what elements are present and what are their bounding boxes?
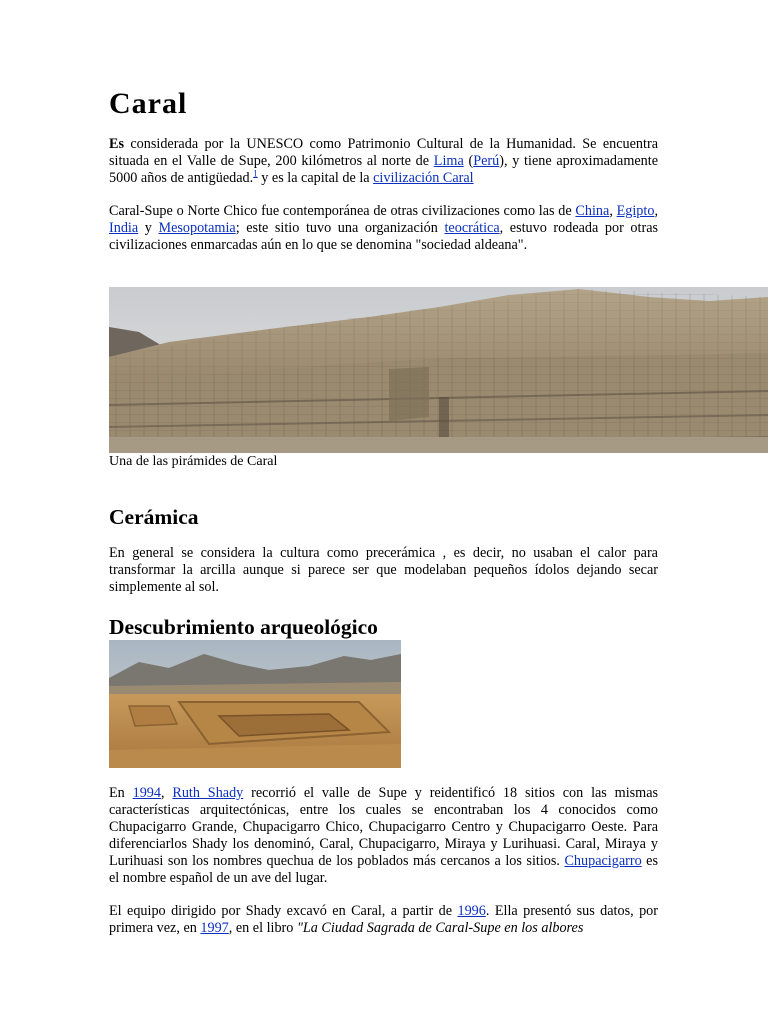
link-teocratica[interactable]: teocrática: [444, 220, 500, 236]
text: En: [109, 785, 133, 801]
link-civilizacion-caral[interactable]: civilización Caral: [373, 170, 474, 186]
link-chupacigarro[interactable]: Chupacigarro: [564, 853, 642, 869]
pyramid-caption: Una de las pirámides de Caral: [109, 454, 278, 469]
excavation-photo: [109, 640, 401, 768]
book-title: "La Ciudad Sagrada de Caral-Supe en los albores: [296, 920, 584, 936]
link-1997[interactable]: 1997: [200, 920, 229, 936]
excavacion-paragraph: [109, 903, 658, 937]
heading-descubrimiento: Descubrimiento arqueológico: [109, 615, 378, 639]
text: , estuvo rodeada por otras civilizaciones enmarcadas aún en lo que se denomina "sociedad aldeana".: [109, 220, 659, 253]
text: ,: [654, 203, 658, 219]
text: ; este sitio tuvo una organización: [235, 220, 445, 236]
text: ,: [609, 203, 617, 219]
link-1996[interactable]: 1996: [457, 903, 486, 919]
intro-paragraph: [109, 136, 658, 187]
link-1994[interactable]: 1994: [132, 785, 161, 801]
text: (: [463, 153, 474, 169]
text: ), y tiene aproximadamente 5000 años de antigüedad.: [109, 153, 658, 186]
text: . Ella presentó sus datos, por primera vez, en: [109, 903, 658, 936]
text: y es la capital de la: [257, 170, 374, 186]
text: y: [138, 220, 159, 236]
text: El equipo dirigido por Shady excavó en Caral, a partir de: [109, 903, 458, 919]
context-paragraph: [109, 203, 658, 254]
text: recorrió el valle de Supe y reidentificó 18 sitios con las mismas características arquitectónicas, entre los cuales se encontraban los 4 conocidos como Chupacigarro Grande, Chupacigarro Chico, Chupacigarro Centro y Chupacigarro Oeste. Para diferenciarlos Shady los denominó, Caral, Chupacigarro, Miraya y Lurihuasi. Caral, Miraya y Lurihuasi son los nombres quechua de los poblados más cercanos a los sitios.: [109, 785, 659, 869]
link-china[interactable]: China: [575, 203, 610, 219]
reference-link[interactable]: 1: [253, 168, 258, 179]
link-peru[interactable]: Perú: [473, 153, 500, 169]
link-india[interactable]: India: [109, 220, 139, 236]
link-egipto[interactable]: Egipto: [616, 203, 655, 219]
text: Caral-Supe o Norte Chico fue contemporánea de otras civilizaciones como las de: [109, 203, 576, 219]
pyramid-photo: [109, 287, 768, 453]
text: ,: [160, 785, 173, 801]
text: considerada por la UNESCO como Patrimonio Cultural de la Humanidad. Se encuentra situada en el Valle de Supe, 200 kilómetros al norte de: [109, 136, 658, 169]
link-ruth-shady[interactable]: Ruth Shady: [172, 785, 244, 801]
ceramica-paragraph: En general se considera la cultura como precerámica , es decir, no usaban el calor para transformar la arcilla aunque si parece ser que modelaban pequeños ídolos dejando secar simplemente al sol.: [109, 545, 658, 595]
link-lima[interactable]: Lima: [433, 153, 464, 169]
heading-ceramica: Cerámica: [109, 505, 199, 529]
descubrimiento-paragraph: [109, 785, 658, 887]
text: es el nombre español de un ave del lugar.: [109, 853, 659, 886]
intro-lead: Es: [109, 136, 124, 152]
text: , en el libro: [228, 920, 297, 936]
page-title: Caral: [109, 87, 188, 120]
link-mesopotamia[interactable]: Mesopotamia: [158, 220, 236, 236]
